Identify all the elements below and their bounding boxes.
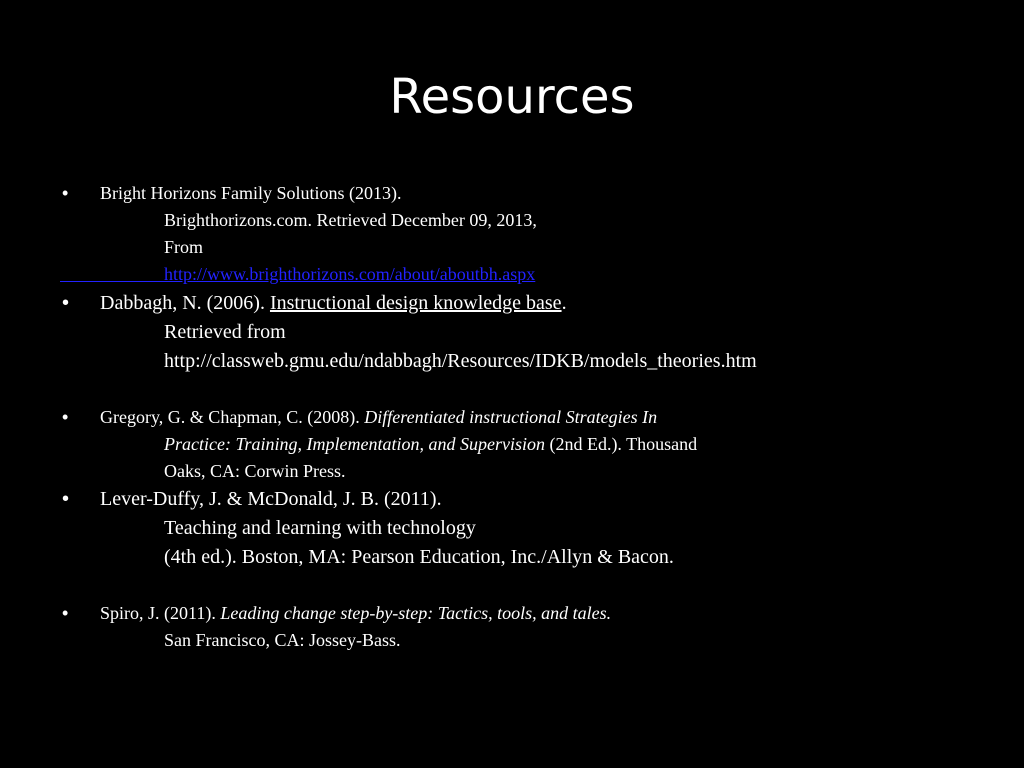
reference-line: Lever-Duffy, J. & McDonald, J. B. (2011). — [100, 488, 442, 510]
reference-author: Spiro, J. (2011). — [100, 603, 221, 623]
bullet: • — [62, 292, 70, 314]
reference-line — [164, 434, 697, 455]
reference-author: Gregory, G. & Chapman, C. (2008). — [100, 407, 365, 427]
reference-edition: (2nd Ed.). Thousand — [544, 434, 698, 454]
link-underline — [60, 281, 164, 282]
slide-title: Resources — [389, 69, 635, 125]
reference-url: http://classweb.gmu.edu/ndabbagh/Resources/IDKB/models_theories.htm — [164, 350, 757, 372]
bullet: • — [62, 603, 69, 623]
reference-title: Leading change step-by-step: Tactics, tools, and tales. — [220, 603, 612, 623]
reference-punct: . — [561, 292, 567, 314]
reference-line — [100, 603, 611, 624]
reference-line: Bright Horizons Family Solutions (2013). — [100, 183, 402, 203]
reference-line: Brighthorizons.com. Retrieved December 09, 2013, — [164, 210, 537, 230]
reference-line: Retrieved from — [164, 321, 286, 343]
reference-line: San Francisco, CA: Jossey-Bass. — [164, 630, 401, 650]
reference-author: Dabbagh, N. (2006). — [100, 292, 270, 314]
reference-line — [100, 407, 657, 428]
bullet: • — [62, 183, 69, 203]
reference-line: From — [164, 237, 204, 257]
reference-title: Instructional design knowledge base — [269, 292, 562, 314]
reference-title: Practice: Training, Implementation, and Supervision — [164, 434, 545, 454]
bright-horizons-link[interactable]: http://www.brighthorizons.com/about/aboutbh.aspx — [164, 264, 536, 284]
reference-line — [100, 292, 567, 315]
bullet: • — [62, 488, 70, 510]
reference-line: (4th ed.). Boston, MA: Pearson Education, Inc./Allyn & Bacon. — [164, 546, 674, 568]
bullet: • — [62, 407, 69, 427]
reference-title: Differentiated instructional Strategies In — [364, 407, 658, 427]
reference-line: Oaks, CA: Corwin Press. — [164, 461, 346, 481]
reference-line: Teaching and learning with technology — [164, 517, 476, 539]
